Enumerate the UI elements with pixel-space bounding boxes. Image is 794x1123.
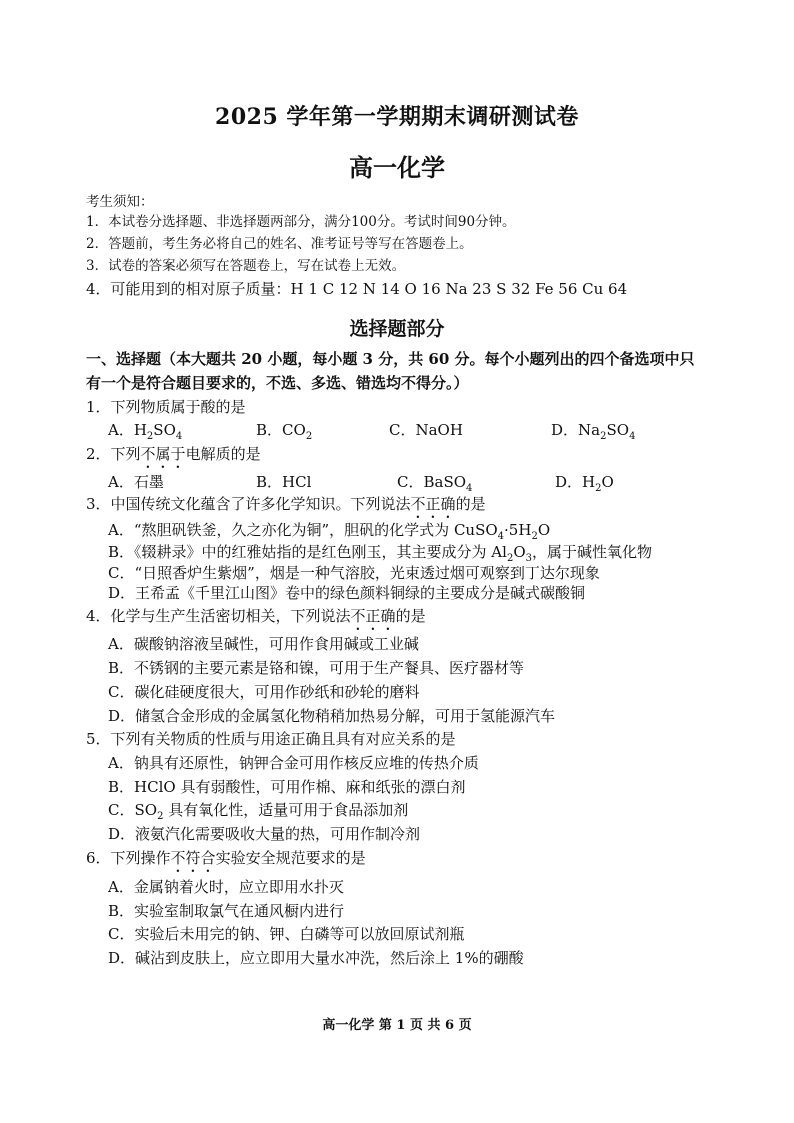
question-1-stem: 1．下列物质属于酸的是 [86, 398, 246, 416]
question-6-option-c: C．实验后未用完的钠、钾、白磷等可以放回原试剂瓶 [108, 925, 465, 943]
section-title: 选择题部分 [349, 318, 445, 340]
question-6-option-d: D．碱沾到皮肤上，应立即用大量水冲洗，然后涂上 1%的硼酸 [108, 949, 524, 967]
question-2-stem: 2．下列不属于电解质的是 [86, 445, 261, 463]
question-1-option-a: A．$H_2SO_4$ [108, 421, 183, 442]
question-4-option-b: B．不锈钢的主要元素是铬和镍，可用于生产餐具、医疗器材等 [108, 659, 525, 677]
question-6-option-b: B．实验室制取氯气在通风橱内进行 [108, 902, 345, 920]
question-1-option-c: C．NaOH [389, 421, 463, 439]
question-2-option-a: A．石墨 [108, 473, 164, 491]
question-5-option-d: D．液氨汽化需要吸收大量的热，可用作制冷剂 [108, 825, 421, 843]
question-3-option-c: C．“日照香炉生紫烟”，烟是一种气溶胶，光束透过烟可观察到丁达尔现象 [108, 564, 600, 582]
question-3-option-b: B．《辍耕录》中的红雅姑指的是红色刚玉，其主要成分为 $Al_2O_3$，属于碱性氧化物 [108, 543, 653, 564]
question-2-option-d: D．$H_2O$ [555, 473, 614, 494]
notice-item-3: 3．试卷的答案必须写在答题卷上，写在试卷上无效。 [86, 258, 406, 274]
question-1-option-b: B．$CO_2$ [256, 421, 313, 442]
exam-title: 2025 学年第一学期期末调研测试卷 [215, 104, 579, 130]
question-4-option-d: D．储氢合金形成的金属氢化物稍稍加热易分解，可用于氢能源汽车 [108, 707, 556, 725]
notice-heading: 考生须知： [86, 194, 154, 210]
question-3-stem: 3．中国传统文化蕴含了许多化学知识。下列说法不正确的是 [86, 495, 486, 513]
question-2-option-b: B．HCl [256, 473, 312, 491]
question-6-stem: 6．下列操作不符合实验安全规范要求的是 [86, 849, 366, 867]
page-footer: 高一化学 第 1 页 共 6 页 [322, 1018, 472, 1033]
question-5-option-b: B．HClO 具有弱酸性，可用作棉、麻和纸张的漂白剂 [108, 778, 466, 796]
question-5-stem: 5．下列有关物质的性质与用途正确且具有对应关系的是 [86, 730, 456, 748]
question-6-option-a: A．金属钠着火时，应立即用水扑灭 [108, 878, 344, 896]
question-4-option-a: A．碳酸钠溶液呈碱性，可用作食用碱或工业碱 [108, 635, 419, 653]
question-3-option-a: A．“熬胆矾铁釜，久之亦化为铜”，胆矾的化学式为 $CuSO_4\cdot 5H_2O$ [108, 521, 551, 542]
question-5-option-a: A．钠具有还原性，钠钾合金可用作核反应堆的传热介质 [108, 754, 479, 772]
question-1-option-d: D．$Na_2SO_4$ [551, 421, 636, 442]
notice-item-1: 1．本试卷分选择题、非选择题两部分，满分100分。考试时间90分钟。 [86, 214, 516, 230]
question-4-stem: 4．化学与生产生活密切相关，下列说法不正确的是 [86, 607, 426, 625]
question-3-option-d: D．王希孟《千里江山图》卷中的绿色颜料铜绿的主要成分是碱式碳酸铜 [108, 584, 586, 602]
question-5-option-c: C．$SO_2$ 具有氧化性，适量可用于食品添加剂 [108, 801, 409, 822]
question-4-option-c: C．碳化硅硬度很大，可用作砂纸和砂轮的磨料 [108, 683, 420, 701]
section-instruction-line-1: 一、选择题（本大题共 20 小题，每小题 3 分，共 60 分。每个小题列出的四个备选项中只 [86, 350, 695, 368]
section-instruction-line-2: 有一个是符合题目要求的，不选、多选、错选均不得分。） [86, 374, 469, 392]
notice-item-4: 4．可能用到的相对原子质量：H 1 C 12 N 14 O 16 Na 23 S 32 Fe 56 Cu 64 [86, 280, 628, 298]
notice-item-2: 2．答题前，考生务必将自己的姓名、准考证号等写在答题卷上。 [86, 236, 473, 252]
subject-title: 高一化学 [349, 153, 445, 182]
question-2-option-c: C．BaSO$_4$ [397, 473, 473, 494]
